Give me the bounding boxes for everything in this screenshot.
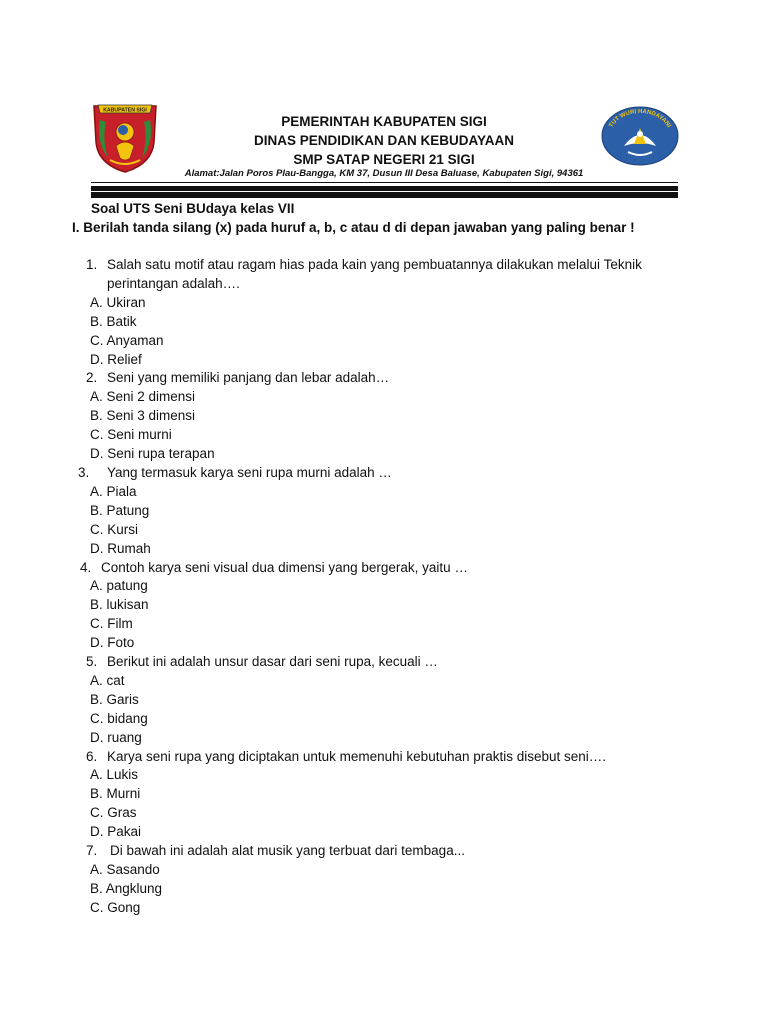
question-item (0, 748, 768, 767)
right-logo-text: TUT WURI HANDAYANI (608, 108, 672, 129)
answer-option: A. cat (90, 672, 125, 688)
tut-wuri-handayani-logo (600, 106, 680, 166)
question-item (0, 842, 768, 861)
question-text: Yang termasuk karya seni rupa murni adalah … (107, 464, 392, 480)
question-number: 3. (78, 464, 90, 480)
header-department: DINAS PENDIDIKAN DAN KEBUDAYAAN (253, 133, 515, 148)
answer-option: C. Gras (90, 805, 137, 821)
header-divider-thick (91, 186, 678, 198)
question-text: Salah satu motif atau ragam hias pada kain yang pembuatannya dilakukan melalui Teknik perintangan adalah…. (107, 257, 642, 291)
answer-option: D. ruang (90, 729, 142, 745)
kabupaten-sigi-logo (90, 102, 160, 174)
header-divider-inner (91, 191, 678, 192)
answer-option: B. lukisan (90, 597, 149, 613)
answer-option: C. Anyaman (90, 332, 164, 348)
answer-option: B. Patung (90, 502, 150, 518)
answer-option: A. Seni 2 dimensi (90, 389, 196, 405)
answer-option: A. Ukiran (90, 294, 146, 310)
question-text: Seni yang memiliki panjang dan lebar adalah… (107, 370, 390, 386)
answer-option: A. Piala (90, 483, 137, 499)
answer-option: B. Murni (90, 786, 141, 802)
left-logo-text: KABUPATEN SIGI (103, 107, 147, 114)
question-text: Contoh karya seni visual dua dimensi yang bergerak, yaitu … (101, 559, 468, 575)
question-item (0, 559, 768, 578)
answer-option: C. bidang (90, 710, 148, 726)
question-text: Karya seni rupa yang diciptakan untuk memenuhi kebutuhan praktis disebut seni…. (107, 748, 607, 764)
school-address: Alamat:Jalan Poros Plau-Bangga, KM 37, Dusun III Desa Baluase, Kabupaten Sigi, 94361 (184, 168, 584, 179)
answer-option: C. Kursi (90, 521, 139, 537)
answer-option: A. Lukis (90, 767, 139, 783)
exam-title: Soal UTS Seni BUdaya kelas VII (91, 201, 295, 216)
answer-option: D. Pakai (90, 824, 142, 840)
question-number: 5. (86, 654, 98, 670)
question-item (0, 653, 768, 672)
answer-option: A. Sasando (90, 862, 160, 877)
question-item (0, 369, 768, 388)
answer-option: C. Film (90, 616, 133, 632)
question-number: 2. (86, 370, 98, 386)
question-number: 6. (86, 748, 98, 764)
answer-option: B. Garis (90, 691, 139, 707)
question-item (0, 256, 768, 294)
header-school: SMP SATAP NEGERI 21 SIGI (293, 152, 475, 167)
question-number: 7. (86, 843, 98, 859)
answer-option: A. patung (90, 578, 148, 594)
answer-option: D. Seni rupa terapan (90, 446, 215, 462)
question-text: Berikut ini adalah unsur dasar dari seni rupa, kecuali … (107, 654, 438, 670)
header-government: PEMERINTAH KABUPATEN SIGI (281, 114, 487, 129)
question-item (0, 464, 768, 483)
answer-option: B. Batik (90, 313, 137, 329)
header-divider-thin (91, 182, 678, 183)
letterhead-title-block (160, 112, 608, 169)
question-list (0, 256, 768, 918)
answer-option: D. Relief (90, 351, 142, 367)
question-number: 4. (80, 559, 92, 575)
question-number: 1. (86, 257, 98, 272)
letterhead (0, 0, 768, 200)
exam-instruction: I. Berilah tanda silang (x) pada huruf a, b, c atau d di depan jawaban yang paling benar ! (72, 220, 635, 235)
answer-option: B. Angklung (90, 880, 163, 896)
answer-option: B. Seni 3 dimensi (90, 408, 196, 424)
answer-option: D. Rumah (90, 540, 151, 556)
answer-option: D. Foto (90, 635, 135, 651)
question-text: Di bawah ini adalah alat musik yang terbuat dari tembaga... (110, 843, 465, 859)
answer-option: C. Gong (90, 899, 141, 915)
answer-option: C. Seni murni (90, 427, 172, 443)
